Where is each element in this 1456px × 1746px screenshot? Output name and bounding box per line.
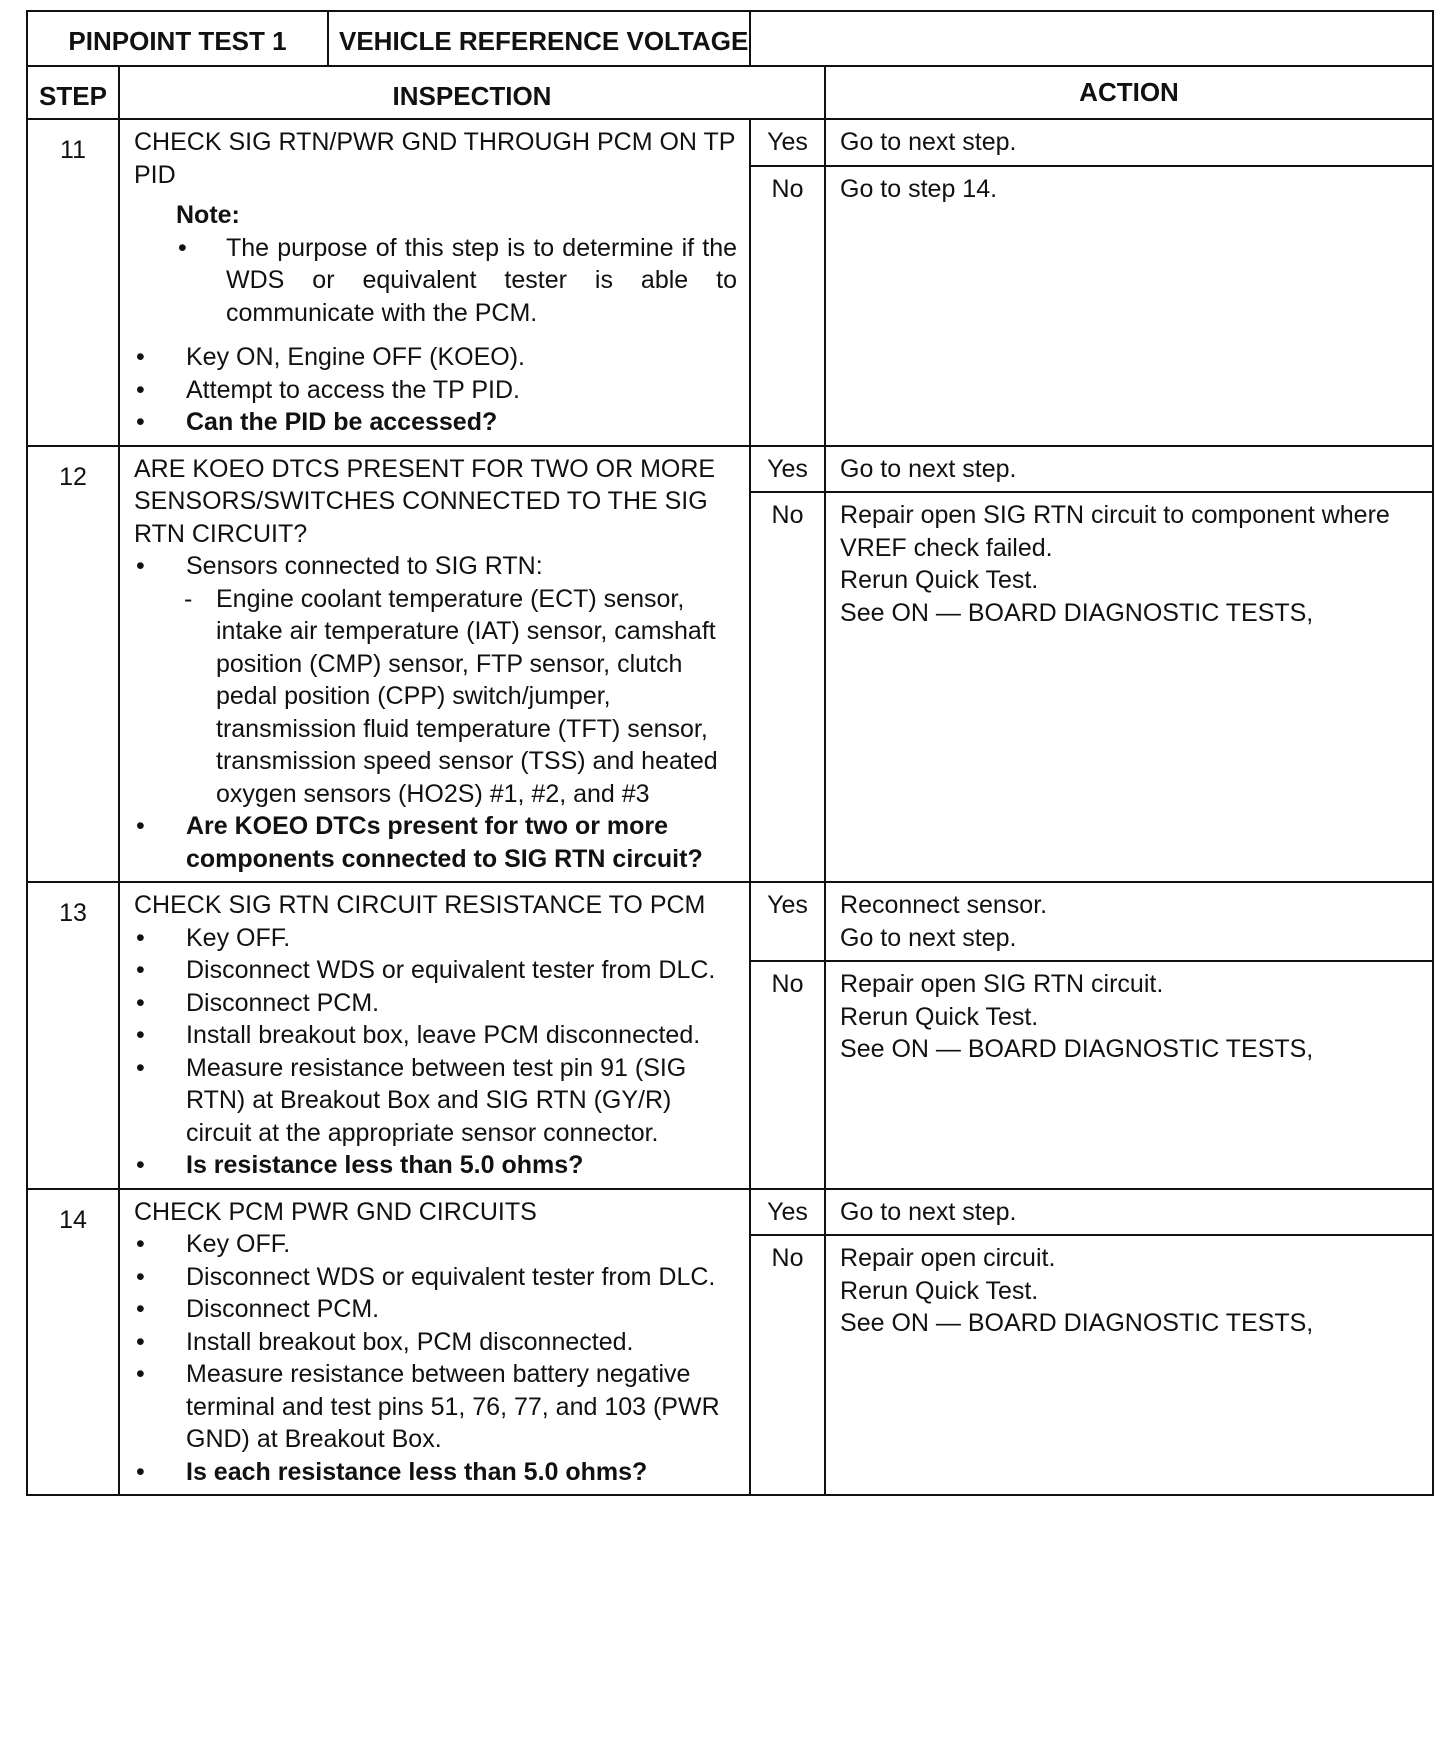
sub-list-item xyxy=(184,583,737,811)
step-12-yes-row xyxy=(27,446,1433,493)
bullet-icon: • xyxy=(136,1151,145,1179)
list-item xyxy=(134,1326,737,1359)
bullet-icon: • xyxy=(136,552,145,580)
no-label: No xyxy=(750,961,825,1189)
instruction-text: Key OFF. xyxy=(186,1230,291,1258)
list-item xyxy=(134,1228,737,1261)
list-item xyxy=(134,1456,737,1489)
yes-label: Yes xyxy=(750,119,825,166)
column-header-action: ACTION xyxy=(825,66,1433,119)
action-text: Go to step 14. xyxy=(840,174,998,203)
instruction-text: Disconnect PCM. xyxy=(186,988,380,1017)
action-text: Rerun Quick Test. xyxy=(840,566,1039,594)
bullet-icon: • xyxy=(136,1360,145,1388)
note-label: Note: xyxy=(176,201,240,229)
yes-action-cell xyxy=(825,1189,1433,1236)
instruction-text: Measure resistance between test pin 91 (SIG RTN) at Breakout Box and SIG RTN (GY/R) circuit at the appropriate sensor connector. xyxy=(186,1053,687,1147)
yes-label: Yes xyxy=(750,446,825,493)
step-11-yes-row xyxy=(27,119,1433,166)
bullet-icon: • xyxy=(136,343,145,371)
list-item xyxy=(176,232,737,330)
list-item xyxy=(134,987,737,1020)
action-text: Repair open SIG RTN circuit to component where VREF check failed. xyxy=(840,501,1390,562)
yes-action-cell xyxy=(825,882,1433,961)
list-item xyxy=(134,810,737,875)
bullet-icon: • xyxy=(136,956,145,984)
no-action-cell xyxy=(825,492,1433,882)
list-item xyxy=(134,1052,737,1150)
no-action-cell xyxy=(825,166,1433,446)
bullet-icon: • xyxy=(136,1021,145,1049)
bullet-icon: • xyxy=(136,988,145,1017)
test-title: VEHICLE REFERENCE VOLTAGE xyxy=(339,26,749,56)
no-action-cell xyxy=(825,961,1433,1189)
action-text: Rerun Quick Test. xyxy=(840,1002,1039,1031)
action-text: See ON — BOARD DIAGNOSTIC TESTS, xyxy=(840,1035,1314,1063)
action-text: Repair open circuit. xyxy=(840,1244,1056,1272)
list-item xyxy=(134,341,737,374)
note-block xyxy=(176,199,737,329)
column-header-row xyxy=(27,66,1433,119)
action-text: Go to next step. xyxy=(840,1197,1017,1226)
bullet-icon: • xyxy=(178,233,187,262)
step-heading: ARE KOEO DTCS PRESENT FOR TWO OR MORE SENSORS/SWITCHES CONNECTED TO THE SIG RTN CIRCUIT? xyxy=(134,454,716,548)
instruction-text: Key ON, Engine OFF (KOEO). xyxy=(186,343,525,371)
question-text: Can the PID be accessed? xyxy=(186,408,498,436)
yes-action-cell xyxy=(825,446,1433,493)
list-item xyxy=(134,550,737,583)
yes-label: Yes xyxy=(750,882,825,961)
title-row xyxy=(27,11,1433,66)
inspection-cell xyxy=(119,119,750,446)
test-label: PINPOINT TEST 1 xyxy=(28,12,329,65)
yes-action-cell xyxy=(825,119,1433,166)
bullet-icon: • xyxy=(136,1327,145,1356)
instruction-text: Sensors connected to SIG RTN: xyxy=(186,552,543,580)
bullet-icon: • xyxy=(136,408,145,436)
step-heading: CHECK PCM PWR GND CIRCUITS xyxy=(134,1197,537,1226)
list-item xyxy=(134,406,737,439)
instruction-text: Measure resistance between battery negative terminal and test pins 51, 76, 77, and 103 (PWR GND) at Breakout Box. xyxy=(186,1360,720,1453)
no-label: No xyxy=(750,492,825,882)
question-text: Are KOEO DTCs present for two or more components connected to SIG RTN circuit? xyxy=(186,812,703,873)
action-text: Reconnect sensor. xyxy=(840,891,1048,919)
instruction-text: Disconnect PCM. xyxy=(186,1295,380,1323)
sensor-list-text: Engine coolant temperature (ECT) sensor, intake air temperature (IAT) sensor, camshaft position (CMP) sensor, FTP sensor, clutch pedal position (CPP) switch/jumper, transmission fluid temperature (TFT) sensor, transmission speed sensor (TSS) and heated oxygen sensors (HO2S) #1, #2, and #3 xyxy=(216,584,718,808)
action-text: Go to next step. xyxy=(840,923,1017,952)
action-text: See ON — BOARD DIAGNOSTIC TESTS, xyxy=(840,1309,1314,1337)
dash-icon: - xyxy=(184,584,193,613)
step-number: 14 xyxy=(27,1189,119,1496)
instruction-text: Attempt to access the TP PID. xyxy=(186,375,520,404)
inspection-cell xyxy=(119,446,750,883)
list-item xyxy=(134,1261,737,1294)
step-heading: CHECK SIG RTN/PWR GND THROUGH PCM ON TP PID xyxy=(134,128,735,189)
action-text: Rerun Quick Test. xyxy=(840,1276,1039,1305)
inspection-cell xyxy=(119,882,750,1189)
step-14-yes-row xyxy=(27,1189,1433,1236)
instruction-text: Install breakout box, leave PCM disconnected. xyxy=(186,1021,701,1049)
question-text: Is resistance less than 5.0 ohms? xyxy=(186,1151,584,1179)
action-text: Repair open SIG RTN circuit. xyxy=(840,970,1164,998)
instruction-text: Key OFF. xyxy=(186,923,291,952)
list-item xyxy=(134,1358,737,1456)
action-text: Go to next step. xyxy=(840,454,1017,483)
bullet-icon: • xyxy=(136,375,145,404)
bullet-icon: • xyxy=(136,812,145,840)
question-text: Is each resistance less than 5.0 ohms? xyxy=(186,1457,648,1486)
column-header-inspection: INSPECTION xyxy=(119,66,825,119)
step-number: 11 xyxy=(27,119,119,446)
no-label: No xyxy=(750,166,825,446)
list-item xyxy=(134,1019,737,1052)
step-number: 13 xyxy=(27,882,119,1189)
list-item xyxy=(134,1149,737,1182)
list-item xyxy=(134,1293,737,1326)
bullet-icon: • xyxy=(136,923,145,952)
note-text: The purpose of this step is to determine if the WDS or equivalent tester is able to communicate with the PCM. xyxy=(226,233,738,327)
list-item xyxy=(134,374,737,407)
no-label: No xyxy=(750,1235,825,1495)
step-13-yes-row xyxy=(27,882,1433,961)
list-item xyxy=(134,954,737,987)
action-text: Go to next step. xyxy=(840,128,1017,156)
instruction-text: Disconnect WDS or equivalent tester from DLC. xyxy=(186,956,716,984)
no-action-cell xyxy=(825,1235,1433,1495)
action-text: See ON — BOARD DIAGNOSTIC TESTS, xyxy=(840,598,1314,627)
pinpoint-test-table xyxy=(26,10,1434,1496)
bullet-icon: • xyxy=(136,1262,145,1291)
instruction-text: Install breakout box, PCM disconnected. xyxy=(186,1327,634,1356)
bullet-icon: • xyxy=(136,1053,145,1082)
instruction-text: Disconnect WDS or equivalent tester from DLC. xyxy=(186,1262,716,1291)
bullet-icon: • xyxy=(136,1230,145,1258)
bullet-icon: • xyxy=(136,1457,145,1486)
yes-label: Yes xyxy=(750,1189,825,1236)
pinpoint-test-sheet xyxy=(26,10,1432,1496)
inspection-cell xyxy=(119,1189,750,1496)
step-number: 12 xyxy=(27,446,119,883)
step-heading: CHECK SIG RTN CIRCUIT RESISTANCE TO PCM xyxy=(134,891,706,919)
bullet-icon: • xyxy=(136,1295,145,1323)
column-header-step: STEP xyxy=(27,66,119,119)
list-item xyxy=(134,922,737,955)
